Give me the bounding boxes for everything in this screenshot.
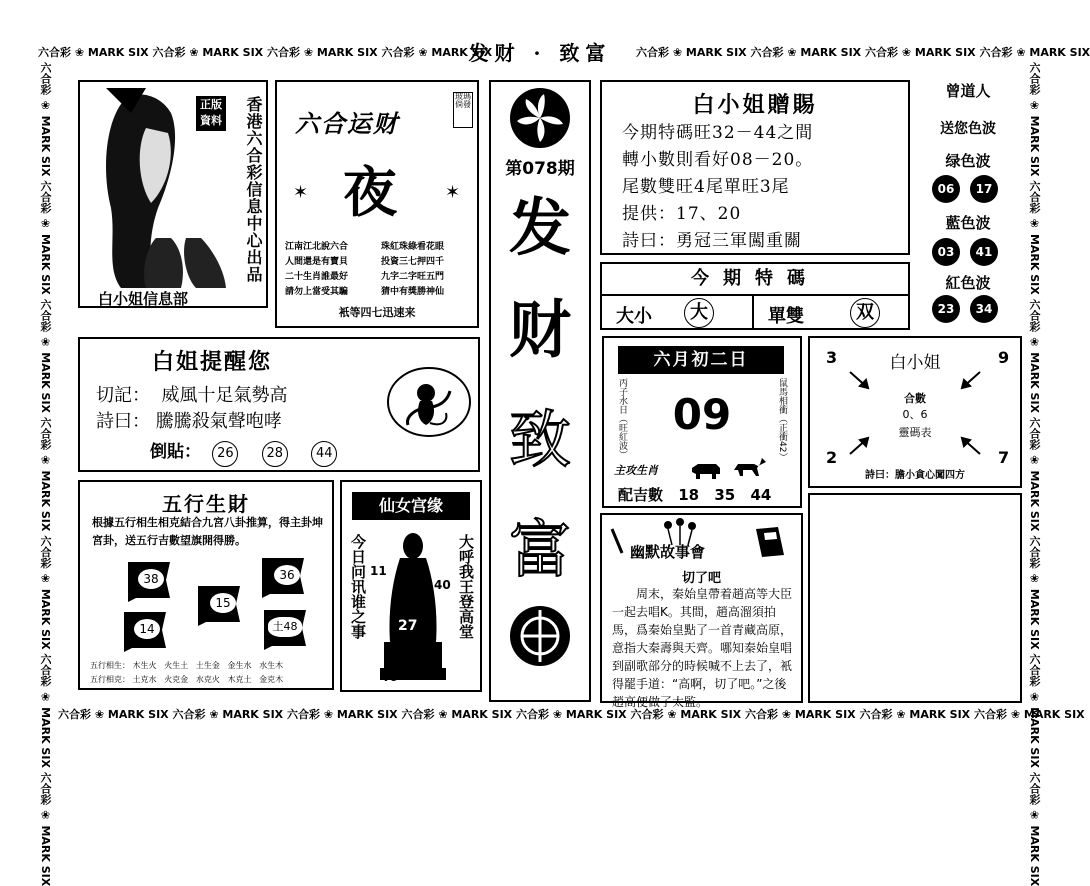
wave-header-2: 送您色波 (940, 121, 996, 137)
lingma-num-br: 7 (998, 448, 1010, 467)
bottom-strip: 六合彩 ❀ MARK SIX 六合彩 ❀ MARK SIX 六合彩 ❀ MARK SIX 六合彩 ❀ MARK SIX 六合彩 ❀ MARK SIX 六合彩 ❀ MARK SIX 六合彩 ❀ MARK SIX 六合彩 ❀ MARK SIX 六合彩 ❀ MARK SIX (58, 708, 1085, 721)
empty-box (808, 493, 1022, 703)
center-column (489, 80, 591, 702)
right-strip: 六合彩 ❀ MARK SIX 六合彩 ❀ MARK SIX 六合彩 ❀ MARK SIX 六合彩 ❀ MARK SIX 六合彩 ❀ MARK SIX 六合彩 ❀ MARK SIX 六合彩 ❀ MARK SIX (1028, 62, 1041, 886)
emblem-icon (508, 604, 572, 668)
wave-ball: 41 (970, 238, 998, 266)
monkey-icon (386, 365, 472, 439)
reminder-line-1: 切記： 威風十足氣勢高 (96, 385, 288, 406)
peiji-num: 18 (678, 486, 700, 504)
lingma-num-bl: 2 (826, 448, 838, 467)
size-value: 大 (684, 298, 714, 328)
liuhe-center-char: 夜 (343, 160, 397, 224)
special-code-box (600, 262, 910, 330)
humor-story: 周末，秦始皇帶着趙高等大臣一起去唱K。其間，趙高溜須拍馬，爲秦始皇點了一首青藏高原，意指大秦壽與天齊。哪知秦始皇唱到副歌部分的時候喊不上去了，衹得罷手道：“高啊，切了吧。”之後趙高便做了太監。 (612, 587, 793, 709)
wave-ball: 03 (932, 238, 960, 266)
bai-gift-title: 白小姐贈賜 (692, 92, 818, 118)
lingma-poem: 詩曰：膽小貪心闖四方 (865, 470, 965, 481)
issue-number: 第078期 (505, 159, 575, 179)
fairy-right-vertical: 大呼我王登高堂 (457, 534, 475, 639)
fairy-box (340, 480, 482, 692)
book-icon (752, 525, 788, 559)
green-wave-label: 绿色波 (945, 152, 991, 170)
humor-subtitle: 切了吧 (681, 571, 721, 586)
wave-ball: 06 (932, 175, 960, 203)
parity-label: 單雙 (768, 306, 804, 327)
reminder-title: 白姐提醒您 (152, 349, 273, 375)
blue-wave-nums (932, 238, 998, 266)
fairy-title: 仙女宫缘 (352, 492, 470, 520)
fairy-num-40: 40 (434, 578, 451, 592)
reminder-box (78, 337, 480, 472)
left-strip: 六合彩 ❀ MARK SIX 六合彩 ❀ MARK SIX 六合彩 ❀ MARK SIX 六合彩 ❀ MARK SIX 六合彩 ❀ MARK SIX 六合彩 ❀ MARK SIX 六合彩 ❀ MARK SIX (39, 62, 52, 886)
top-strip-right: 六合彩 ❀ MARK SIX 六合彩 ❀ MARK SIX 六合彩 ❀ MARK SIX 六合彩 ❀ MARK SIX (636, 46, 1090, 59)
photo-box (78, 80, 268, 308)
bai-gift-line-5: 詩曰：勇冠三軍闖重關 (622, 231, 802, 251)
official-badge: 正版資料 (196, 96, 226, 131)
daotie-label: 倒貼： (150, 442, 201, 462)
lingma-box (808, 336, 1022, 488)
date-title: 六月初二日 (618, 346, 784, 374)
wuxing-row-1: 五行相生： 木生火 火生土 土生金 金生水 水生木 (90, 661, 284, 670)
center-char-fa: 发 (508, 191, 571, 264)
wuxing-title: 五行生財 (162, 492, 250, 516)
liuhe-poem-left: 江南江北說六合 人間還是有寶貝 二十生肖誰最好 請勿上當受其騙 (285, 242, 349, 297)
flag-num: 14 (134, 619, 160, 639)
date-left-vertical: 丙子水日（旺紅波） (617, 378, 627, 459)
flag-num: 15 (210, 593, 236, 613)
size-label: 大小 (616, 306, 652, 327)
blue-wave-label: 藍色波 (945, 214, 991, 232)
daotie-num: 28 (262, 441, 288, 467)
date-right-vertical: 鼠馬相衝（正衝42） (777, 378, 787, 462)
liuhe-footer: 衹等四七迅速来 (338, 306, 416, 319)
top-title: 发财 · 致富 (468, 41, 612, 65)
lingma-label: 靈碼表 (898, 426, 932, 439)
date-box (602, 336, 802, 508)
daotie-num: 44 (311, 441, 337, 467)
horse-icon (732, 456, 768, 478)
bai-gift-line-3: 尾數雙旺4尾單旺3尾 (622, 177, 790, 197)
ox-icon (690, 460, 722, 480)
bai-gift-lines (622, 120, 813, 255)
wave-ball: 34 (970, 295, 998, 323)
fairy-num-27: 27 (398, 618, 418, 634)
wave-ball: 23 (932, 295, 960, 323)
bai-gift-line-4: 提供：17、20 (622, 204, 742, 224)
liuhe-title: 六合运财 (295, 109, 399, 138)
peiji-row (618, 484, 771, 505)
center-char-cai: 财 (508, 293, 571, 366)
humor-box (600, 513, 803, 709)
peiji-num: 35 (714, 486, 736, 504)
wuxing-box (78, 480, 334, 690)
liuhe-yuncai-box (275, 80, 479, 328)
wave-header-1: 曾道人 (945, 82, 991, 100)
heshu-value: 0、6 (902, 408, 928, 421)
humor-title: 幽默故事會 (630, 543, 706, 561)
fairy-left-vertical: 今日问讯谁之事 (349, 534, 367, 639)
color-wave-panel (918, 80, 1020, 320)
center-char-zhi: 致 (508, 403, 571, 476)
photo-side-text: 香港六合彩信息中心出品 (244, 96, 263, 283)
red-wave-nums (932, 295, 998, 323)
parity-value: 双 (850, 298, 880, 328)
red-wave-label: 紅色波 (945, 274, 991, 292)
fairy-num-11: 11 (370, 564, 387, 578)
top-strip-left: 六合彩 ❀ MARK SIX 六合彩 ❀ MARK SIX 六合彩 ❀ MARK SIX 六合彩 ❀ MARK SIX (38, 46, 493, 59)
heshu-label: 合數 (904, 392, 926, 405)
goddess-statue-icon (380, 532, 446, 682)
liuhe-poem-right: 珠紅珠綠看花眼 投資三七押四千 九字二字旺五門 猜中有獎勝神仙 (381, 242, 445, 297)
peiji-label: 配吉數 (618, 486, 664, 504)
reminder-line-2: 詩曰： 騰騰殺氣聲咆哮 (96, 411, 282, 432)
photo-caption: 白小姐信息部 (98, 290, 189, 308)
center-char-fu: 富 (508, 513, 571, 586)
date-handwritten: 主攻生肖 (614, 464, 658, 477)
bauhinia-logo-icon (508, 86, 572, 150)
green-wave-nums (932, 175, 998, 203)
wuxing-row-2: 五行相克： 土克水 火克金 水克火 木克土 金克木 (90, 675, 284, 684)
bai-gift-box (600, 80, 910, 255)
lingma-title: 白小姐 (889, 353, 941, 373)
daotie-row (150, 437, 337, 467)
daotie-num: 26 (212, 441, 238, 467)
liuhe-left-star-icon: ✶ (293, 182, 309, 203)
bai-gift-line-2: 轉小數則看好08－20。 (622, 150, 814, 170)
fairy-num-46: 46 (380, 670, 399, 685)
special-code-divider (752, 296, 754, 328)
special-code-title: 今期特碼 (602, 264, 908, 296)
lingma-num-tl: 3 (826, 348, 838, 367)
flag-num: 36 (274, 565, 300, 585)
bai-gift-line-1: 今期特碼旺32－44之間 (622, 123, 814, 143)
pen-icon (610, 527, 626, 555)
flag-num: 土48 (268, 617, 302, 637)
date-number: 09 (672, 390, 732, 439)
liuhe-stamp: 玻瑪倘發 (453, 92, 473, 128)
peiji-num: 44 (750, 486, 772, 504)
wuxing-desc: 根據五行相生相克結合九宮八卦推算，得主卦坤宮卦，送五行吉數望旗開得勝。 (92, 516, 323, 547)
liuhe-right-star-icon: ✶ (445, 182, 461, 203)
lingma-num-tr: 9 (998, 348, 1010, 367)
wave-ball: 17 (970, 175, 998, 203)
flag-num: 38 (138, 569, 164, 589)
